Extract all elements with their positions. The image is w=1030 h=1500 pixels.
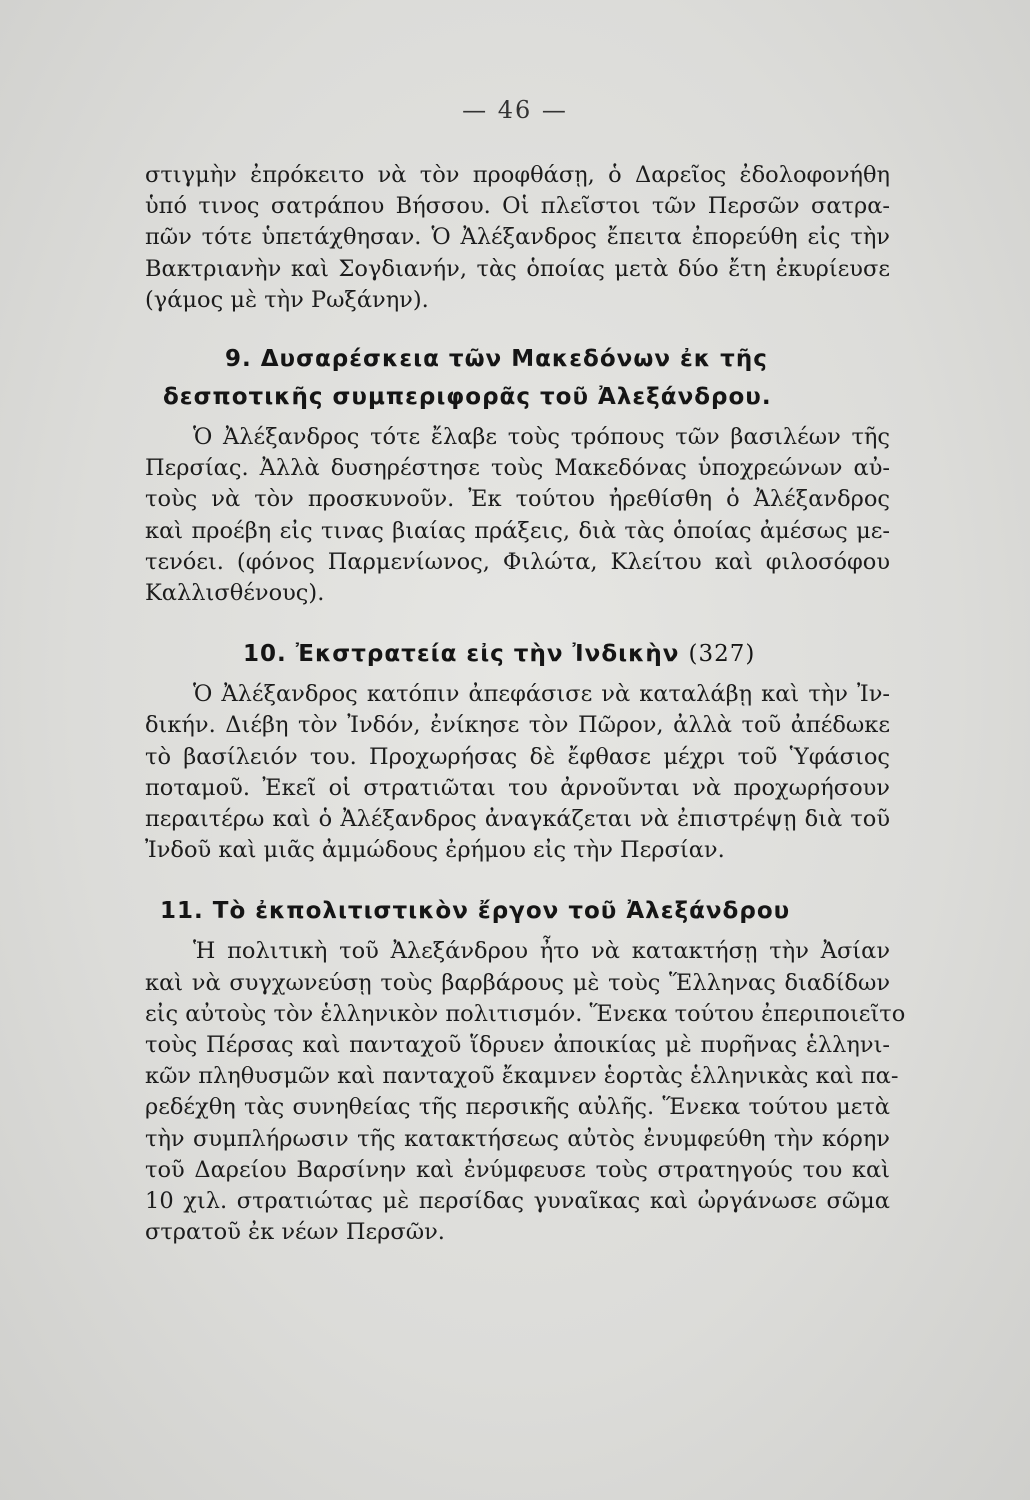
section-heading-9 [145,340,890,416]
paragraph-macedonian-discontent [145,422,890,609]
heading-year: (327) [688,641,756,668]
text-line: καὶ προέβη εἰς τινας βιαίας πράξεις, διὰ τὰς ὁποίας ἀμέσως με- [145,517,890,544]
text-line: Ἡ πολιτικὴ τοῦ Ἀλεξάνδρου ἦτο νὰ κατακτήσῃ τὴν Ἀσίαν [193,938,890,965]
text-line: στρατοῦ ἐκ νέων Περσῶν. [145,1219,445,1246]
paragraph-darius-death [145,160,890,316]
text-line: Ὁ Ἀλέξανδρος κατόπιν ἀπεφάσισε νὰ καταλάβῃ καὶ τὴν Ἰν- [193,681,890,708]
text-line: περαιτέρω καὶ ὁ Ἀλέξανδρος ἀναγκάζεται νὰ ἐπιστρέψῃ διὰ τοῦ [145,806,890,833]
text-line: τοὺς Πέρσας καὶ πανταχοῦ ἵδρυεν ἀποικίας μὲ πυρῆνας ἑλληνι- [145,1032,890,1059]
text-line: Καλλισθένους). [145,580,325,607]
text-line: Βακτριανὴν καὶ Σογδιανήν, τὰς ὁποίας μετὰ δύο ἔτη ἐκυρίευσε [145,255,890,282]
text-line: τὴν συμπλήρωσιν τῆς κατακτήσεως αὐτὸς ἐνυμφεύθη τὴν κόρην [145,1125,890,1152]
text-line: εἰς αὐτοὺς τὸν ἑλληνικὸν πολιτισμόν. Ἕνεκα τούτου ἐπεριποιεῖτο [145,1000,906,1027]
text-line: Ἰνδοῦ καὶ μιᾶς ἀμμώδους ἐρήμου εἰς τὴν Περσίαν. [145,837,725,864]
section-heading-11 [145,892,890,930]
page-number: — 46 — [462,96,568,124]
text-line: τοὺς νὰ τὸν προσκυνοῦν. Ἐκ τούτου ἠρεθίσθη ὁ Ἀλέξανδρος [145,486,890,513]
text-line: κῶν πληθυσμῶν καὶ πανταχοῦ ἔκαμνεν ἑορτὰς ἑλληνικὰς καὶ πα- [145,1063,899,1090]
heading-line: 11. Τὸ ἐκπολιτιστικὸν ἔργον τοῦ Ἀλεξάνδρου [160,898,791,925]
section-heading-10 [145,635,890,673]
text-line: τὸ βασίλειόν του. Προχωρήσας δὲ ἔφθασε μέχρι τοῦ Ὑφάσιος [145,743,890,770]
text-line: δικήν. Διέβη τὸν Ἰνδόν, ἐνίκησε τὸν Πῶρον, ἀλλὰ τοῦ ἀπέδωκε [145,712,890,739]
text-line: ποταμοῦ. Ἐκεῖ οἱ στρατιῶται του ἀρνοῦνται νὰ προχωρήσουν [145,774,890,801]
text-line: καὶ νὰ συγχωνεύσῃ τοὺς βαρβάρους μὲ τοὺς Ἕλληνας διαδίδων [145,969,890,996]
text-line: πῶν τότε ὑπετάχθησαν. Ὁ Ἀλέξανδρος ἔπειτα ἐπορεύθη εἰς τὴν [145,224,890,251]
text-line: Περσίας. Ἀλλὰ δυσηρέστησε τοὺς Μακεδόνας ὑποχρεώνων αὐ- [145,455,890,482]
text-line: ὑπό τινος σατράπου Βήσσου. Οἱ πλεῖστοι τῶν Περσῶν σατρα- [145,193,890,220]
text-line: 10 χιλ. στρατιώτας μὲ περσίδας γυναῖκας καὶ ὠργάνωσε σῶμα [145,1188,890,1215]
page-content [145,160,906,1248]
text-line: Ὁ Ἀλέξανδρος τότε ἔλαβε τοὺς τρόπους τῶν βασιλέων τῆς [193,424,890,451]
text-line: τενόει. (φόνος Παρμενίωνος, Φιλώτα, Κλείτου καὶ φιλοσόφου [145,548,890,575]
paragraph-civilizing-work [145,936,906,1248]
text-line: τοῦ Δαρείου Βαρσίνην καὶ ἐνύμφευσε τοὺς στρατηγούς του καὶ [145,1156,890,1183]
text-line: στιγμὴν ἐπρόκειτο νὰ τὸν προφθάσῃ, ὁ Δαρεῖος ἐδολοφονήθη [145,162,890,188]
heading-line: δεσποτικῆς συμπεριφορᾶς τοῦ Ἀλεξάνδρου. [163,384,772,411]
text-line: ρεδέχθη τὰς συνηθείας τῆς περσικῆς αὐλῆς. Ἕνεκα τούτου μετὰ [145,1094,890,1121]
paragraph-india-campaign [145,679,890,866]
heading-text: 10. Ἐκστρατεία εἰς τὴν Ἰνδικὴν [243,641,680,668]
heading-line: 9. Δυσαρέσκεια τῶν Μακεδόνων ἐκ τῆς [225,346,768,373]
text-line: (γάμος μὲ τὴν Ρωξάνην). [145,286,429,313]
